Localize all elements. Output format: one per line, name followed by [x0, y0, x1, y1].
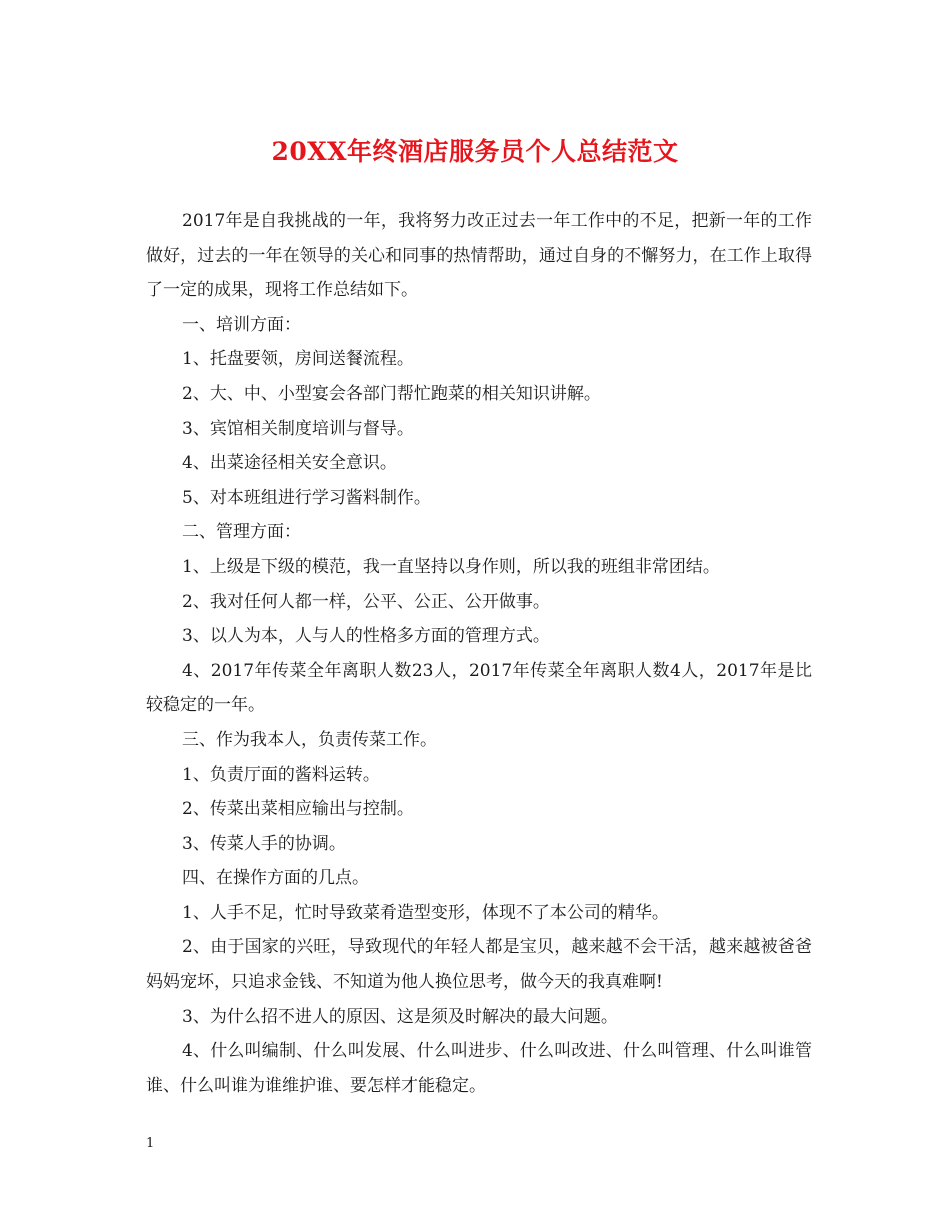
- section-heading-management: 二、管理方面：: [182, 522, 301, 543]
- section-heading-personal: 三、作为我本人，负责传菜工作。: [182, 729, 437, 750]
- list-item: 2、我对任何人都一样，公平、公正、公开做事。: [182, 591, 550, 612]
- document-body: [146, 204, 812, 1103]
- list-item: 1、人手不足，忙时导致菜肴造型变形，体现不了本公司的精华。: [182, 902, 669, 923]
- list-item: 1、负责厅面的酱料运转。: [182, 764, 380, 785]
- list-item: 1、托盘要领，房间送餐流程。: [182, 349, 414, 370]
- list-item: 2、由于国家的兴旺，导致现代的年轻人都是宝贝，越来越不会干活，越来越被爸爸妈妈宠坏，只追求金钱、不知道为他人换位思考，做今天的我真难啊!: [146, 937, 812, 993]
- list-item: 1、上级是下级的模范，我一直坚持以身作则，所以我的班组非常团结。: [182, 556, 720, 577]
- list-item: 5、对本班组进行学习酱料制作。: [182, 487, 431, 508]
- paragraph-intro: 2017年是自我挑战的一年，我将努力改正过去一年工作中的不足，把新一年的工作做好，过去的一年在领导的关心和同事的热情帮助，通过自身的不懈努力，在工作上取得了一定的成果，现将工作总结如下。: [146, 211, 812, 301]
- page-number: 1: [146, 1136, 155, 1151]
- list-item: 4、2017年传菜全年离职人数23人，2017年传菜全年离职人数4人，2017年是比较稳定的一年。: [146, 660, 812, 716]
- section-heading-training: 一、培训方面：: [182, 314, 301, 335]
- section-heading-operations: 四、在操作方面的几点。: [182, 868, 369, 889]
- list-item: 4、什么叫编制、什么叫发展、什么叫进步、什么叫改进、什么叫管理、什么叫谁管谁、什么叫谁为谁维护谁、要怎样才能稳定。: [146, 1041, 812, 1096]
- list-item: 3、以人为本，人与人的性格多方面的管理方式。: [182, 626, 550, 647]
- list-item: 3、传菜人手的协调。: [182, 833, 346, 854]
- list-item: 2、传菜出菜相应输出与控制。: [182, 799, 414, 820]
- list-item: 4、出菜途径相关安全意识。: [182, 453, 397, 474]
- document-title: 20XX年终酒店服务员个人总结范文: [271, 137, 679, 166]
- list-item: 3、为什么招不进人的原因、这是须及时解决的最大问题。: [182, 1006, 618, 1027]
- list-item: 2、大、中、小型宴会各部门帮忙跑菜的相关知识讲解。: [182, 383, 601, 404]
- list-item: 3、宾馆相关制度培训与督导。: [182, 418, 414, 439]
